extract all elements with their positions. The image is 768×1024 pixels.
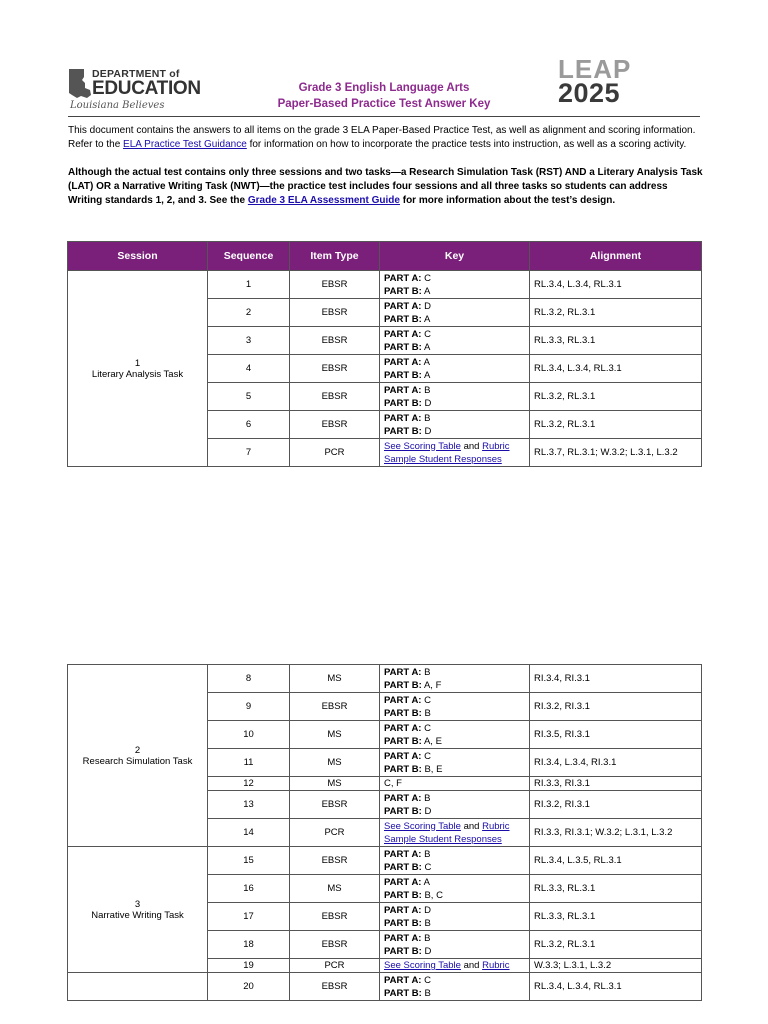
part-b-value: A, E	[423, 735, 442, 747]
item-type-cell: PCR	[290, 819, 380, 847]
key-cell	[380, 411, 530, 439]
session-cell	[68, 847, 208, 973]
part-b-label: PART B:	[384, 285, 422, 297]
alignment-cell: RI.3.4, L.3.4, RI.3.1	[530, 749, 702, 777]
part-b-value: A	[423, 285, 431, 297]
session-number: 3	[134, 898, 141, 910]
part-b-label: PART B:	[384, 945, 422, 957]
intro-text-span: for information on how to incorporate the practice tests into instruction, as well as a scoring activity.	[246, 139, 687, 150]
grade-3-ela-assessment-guide-link[interactable]: Grade 3 ELA Assessment Guide	[247, 195, 400, 206]
sequence-cell: 6	[208, 411, 290, 439]
part-b-value: B, C	[424, 889, 443, 901]
part-a-value: B	[424, 932, 431, 944]
part-a-value: C	[424, 974, 431, 986]
part-b-label: PART B:	[384, 987, 422, 999]
key-cell	[380, 847, 530, 875]
logo-text-department: DEPARTMENT of	[92, 68, 180, 80]
alignment-cell: RL.3.3, RL.3.1	[530, 903, 702, 931]
alignment-cell: RI.3.3, RI.3.1	[530, 777, 702, 791]
see-scoring-table-link[interactable]: See Scoring Table	[384, 440, 461, 452]
alignment-cell: RL.3.4, L.3.4, RL.3.1	[530, 973, 702, 1001]
part-a-value: D	[424, 904, 431, 916]
item-type-cell: MS	[290, 749, 380, 777]
session-cell	[68, 665, 208, 847]
see-scoring-table-link[interactable]: See Scoring Table	[384, 960, 461, 971]
intro-paragraph-1	[68, 124, 704, 152]
item-type-cell: EBSR	[290, 271, 380, 299]
item-type-cell: EBSR	[290, 903, 380, 931]
part-b-label: PART B:	[384, 707, 422, 719]
intro-text-span: Although the actual test contains only three sessions and two tasks—a Research Simulation Task (RST) AND a Literary Analysis Task (LAT) OR a Narrative Writing Task (NWT)—the practice test includes four sessions and all three tasks so students can address Writing standards 1, 2, and 3. See the	[68, 167, 703, 206]
alignment-cell: RL.3.2, RL.3.1	[530, 411, 702, 439]
part-a-value: B	[424, 666, 431, 678]
part-b-value: A	[423, 313, 431, 325]
part-b-value: A	[423, 341, 431, 353]
title-line-1: Grade 3 English Language Arts	[298, 82, 470, 94]
answer-key-table-continued	[67, 664, 702, 1001]
table-row	[68, 847, 702, 875]
alignment-cell: RL.3.7, RL.3.1; W.3.2; L.3.1, L.3.2	[530, 439, 702, 467]
header-session: Session	[68, 242, 208, 271]
part-a-value: B	[424, 848, 431, 860]
part-b-value: B	[424, 917, 431, 929]
item-type-cell: EBSR	[290, 973, 380, 1001]
part-b-label: PART B:	[384, 861, 422, 873]
part-a-label: PART A:	[384, 300, 422, 312]
alignment-cell: RL.3.2, RL.3.1	[530, 299, 702, 327]
item-type-cell: MS	[290, 721, 380, 749]
part-a-value: A	[423, 876, 430, 888]
sequence-cell: 4	[208, 355, 290, 383]
item-type-cell: EBSR	[290, 299, 380, 327]
part-b-value: D	[424, 945, 432, 957]
part-b-value: B	[424, 707, 431, 719]
part-a-value: C	[424, 750, 431, 762]
sequence-cell: 1	[208, 271, 290, 299]
alignment-cell: RL.3.2, RL.3.1	[530, 383, 702, 411]
sequence-cell: 7	[208, 439, 290, 467]
part-a-label: PART A:	[384, 694, 422, 706]
item-type-cell: EBSR	[290, 411, 380, 439]
part-b-label: PART B:	[384, 889, 422, 901]
sequence-cell: 16	[208, 875, 290, 903]
part-a-label: PART A:	[384, 932, 422, 944]
sequence-cell: 5	[208, 383, 290, 411]
sequence-cell: 12	[208, 777, 290, 791]
and-text: and	[460, 960, 483, 971]
key-cell	[380, 271, 530, 299]
and-text: and	[460, 440, 483, 452]
alignment-cell: RL.3.4, L.3.5, RL.3.1	[530, 847, 702, 875]
item-type-cell: PCR	[290, 959, 380, 973]
header-divider	[68, 116, 700, 117]
sequence-cell: 17	[208, 903, 290, 931]
part-a-label: PART A:	[384, 904, 422, 916]
key-cell	[380, 875, 530, 903]
sequence-cell: 13	[208, 791, 290, 819]
table-header-row	[68, 242, 702, 271]
intro-text-span: This document contains the answers to all items on the grade 3 ELA Paper-Based Practice Test, as well as alignment and scoring information. Refer to the	[68, 125, 696, 150]
sequence-cell: 19	[208, 959, 290, 973]
item-type-cell: MS	[290, 777, 380, 791]
part-b-label: PART B:	[384, 735, 422, 747]
key-cell	[380, 959, 530, 973]
intro-text	[68, 124, 704, 222]
part-a-value: D	[424, 300, 431, 312]
key-cell	[380, 383, 530, 411]
part-a-label: PART A:	[384, 750, 422, 762]
part-b-label: PART B:	[384, 397, 422, 409]
key-cell	[380, 791, 530, 819]
see-scoring-table-link[interactable]: See Scoring Table	[384, 820, 461, 832]
item-type-cell: EBSR	[290, 847, 380, 875]
part-a-value: C	[424, 328, 431, 340]
part-b-label: PART B:	[384, 313, 422, 325]
alignment-cell: RL.3.3, RL.3.1	[530, 875, 702, 903]
item-type-cell: MS	[290, 665, 380, 693]
part-b-value: D	[424, 425, 432, 437]
sequence-cell: 10	[208, 721, 290, 749]
part-a-label: PART A:	[384, 666, 422, 678]
answer-key-table	[67, 241, 702, 467]
logo-text-education: EDUCATION	[92, 78, 201, 99]
part-b-label: PART B:	[384, 341, 422, 353]
alignment-cell: RL.3.4, L.3.4, RL.3.1	[530, 271, 702, 299]
part-a-value: B	[424, 412, 431, 424]
key-cell	[380, 355, 530, 383]
part-b-label: PART B:	[384, 805, 422, 817]
alignment-cell: W.3.3; L.3.1, L.3.2	[530, 959, 702, 973]
sample-student-responses-link[interactable]: Sample Student Responses	[384, 453, 502, 465]
key-cell	[380, 439, 530, 467]
part-b-label: PART B:	[384, 917, 422, 929]
leap-logo-text: LEAP	[558, 54, 632, 84]
part-b-value: B	[424, 987, 431, 999]
alignment-cell: RL.3.3, RL.3.1	[530, 327, 702, 355]
header-key: Key	[380, 242, 530, 271]
session-cell	[68, 973, 208, 1001]
ela-practice-test-guidance-link[interactable]: ELA Practice Test Guidance	[123, 139, 247, 150]
item-type-cell: PCR	[290, 439, 380, 467]
intro-paragraph-2	[68, 166, 704, 208]
part-b-value: C	[424, 861, 432, 873]
leap-logo-year: 2025	[558, 78, 621, 108]
part-b-value: D	[424, 805, 432, 817]
key-cell	[380, 931, 530, 959]
key-cell	[380, 903, 530, 931]
part-a-label: PART A:	[384, 272, 422, 284]
alignment-cell: RI.3.4, RI.3.1	[530, 665, 702, 693]
alignment-cell: RI.3.2, RI.3.1	[530, 791, 702, 819]
header-sequence: Sequence	[208, 242, 290, 271]
part-a-label: PART A:	[384, 792, 422, 804]
part-a-value: B	[424, 384, 431, 396]
table-row	[68, 271, 702, 299]
sequence-cell: 15	[208, 847, 290, 875]
key-cell	[380, 327, 530, 355]
alignment-cell: RL.3.2, RL.3.1	[530, 931, 702, 959]
table-row	[68, 665, 702, 693]
part-b-label: PART B:	[384, 425, 422, 437]
alignment-cell: RL.3.4, L.3.4, RL.3.1	[530, 355, 702, 383]
part-a-label: PART A:	[384, 356, 422, 368]
session-number: 1	[134, 357, 141, 369]
and-text: and	[460, 820, 483, 832]
part-a-label: PART A:	[384, 876, 422, 888]
sequence-cell: 8	[208, 665, 290, 693]
key-cell	[380, 721, 530, 749]
page-header	[0, 0, 768, 120]
sequence-cell: 2	[208, 299, 290, 327]
session-number: 2	[134, 744, 141, 756]
alignment-cell: RI.3.3, RI.3.1; W.3.2; L.3.1, L.3.2	[530, 819, 702, 847]
sequence-cell: 14	[208, 819, 290, 847]
session-name: Narrative Writing Task	[91, 909, 184, 921]
rubric-link[interactable]: Rubric	[482, 960, 510, 971]
part-a-value: B	[424, 792, 431, 804]
table-row	[68, 973, 702, 1001]
key-cell	[380, 299, 530, 327]
item-type-cell: EBSR	[290, 355, 380, 383]
part-b-value: B, E	[424, 763, 443, 775]
part-a-value: C	[424, 694, 431, 706]
sample-student-responses-link[interactable]: Sample Student Responses	[384, 833, 502, 845]
key-cell: C, F	[380, 777, 530, 791]
key-cell	[380, 973, 530, 1001]
part-a-value: C	[424, 722, 431, 734]
sequence-cell: 11	[208, 749, 290, 777]
key-cell	[380, 819, 530, 847]
part-a-label: PART A:	[384, 328, 422, 340]
part-a-label: PART A:	[384, 722, 422, 734]
logo-tagline: Louisiana Believes	[70, 100, 165, 111]
part-b-value: A, F	[423, 679, 442, 691]
header-alignment: Alignment	[530, 242, 702, 271]
sequence-cell: 20	[208, 973, 290, 1001]
part-a-label: PART A:	[384, 384, 422, 396]
part-b-value: D	[424, 397, 432, 409]
part-a-label: PART A:	[384, 974, 422, 986]
rubric-link[interactable]: Rubric	[482, 820, 510, 832]
part-a-value: A	[423, 356, 430, 368]
key-cell	[380, 749, 530, 777]
session-name: Research Simulation Task	[82, 755, 193, 767]
item-type-cell: MS	[290, 875, 380, 903]
part-a-value: C	[424, 272, 431, 284]
part-a-label: PART A:	[384, 412, 422, 424]
sequence-cell: 18	[208, 931, 290, 959]
key-cell	[380, 665, 530, 693]
part-b-label: PART B:	[384, 679, 422, 691]
session-cell	[68, 271, 208, 467]
sequence-cell: 3	[208, 327, 290, 355]
item-type-cell: EBSR	[290, 931, 380, 959]
alignment-cell: RI.3.2, RI.3.1	[530, 693, 702, 721]
item-type-cell: EBSR	[290, 327, 380, 355]
item-type-cell: EBSR	[290, 693, 380, 721]
leap-2025-logo	[556, 54, 656, 110]
item-type-cell: EBSR	[290, 383, 380, 411]
part-b-value: A	[423, 369, 431, 381]
title-line-2: Paper-Based Practice Test Answer Key	[277, 98, 491, 110]
header-item-type: Item Type	[290, 242, 380, 271]
rubric-link[interactable]: Rubric	[482, 440, 510, 452]
session-name: Literary Analysis Task	[91, 368, 184, 380]
sequence-cell: 9	[208, 693, 290, 721]
intro-text-span: for more information about the test’s design.	[399, 195, 616, 206]
part-b-label: PART B:	[384, 369, 422, 381]
item-type-cell: EBSR	[290, 791, 380, 819]
part-a-label: PART A:	[384, 848, 422, 860]
key-cell	[380, 693, 530, 721]
part-b-label: PART B:	[384, 763, 422, 775]
alignment-cell: RI.3.5, RI.3.1	[530, 721, 702, 749]
